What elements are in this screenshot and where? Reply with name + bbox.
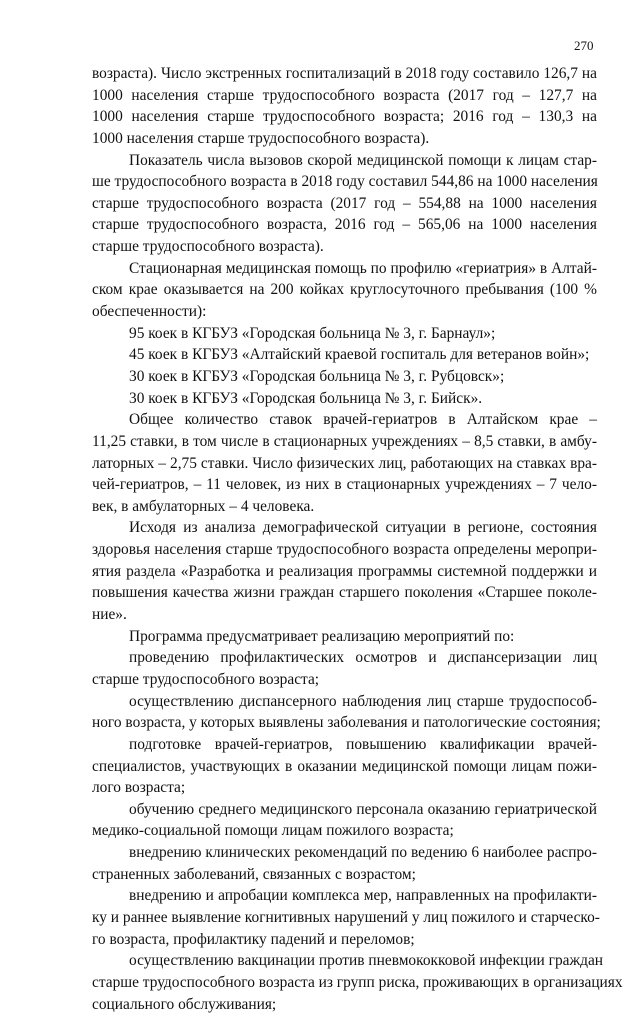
text-line: старше трудоспособного возраста). [92,238,324,256]
text-line: подготовке врачей-гериатров, повышению квалификации врачей- [129,735,597,753]
text-line: го возраста, профилактику падений и переломов; [92,930,415,948]
text-line: обеспеченности): [92,303,207,321]
text-line: осуществлению вакцинации против пневмококковой инфекции граждан [129,952,604,970]
text-line: социального обслуживания; [92,995,277,1013]
text-line: 1000 населения старше трудоспособного возраста (2017 год – 127,7 на [92,86,597,104]
text-line: Исходя из анализа демографической ситуации в регионе, состояния [129,519,597,537]
text-line: век, в амбулаторных – 4 человека. [92,497,315,515]
text-line: Показатель числа вызовов скорой медицинской помощи к лицам стар- [129,151,597,169]
text-line: внедрению и апробации комплекса мер, направленных на профилакти- [129,887,597,905]
text-line: ском крае оказывается на 200 койках круглосуточного пребывания (100 % [92,281,597,299]
page-number: 270 [574,38,594,53]
text-line: ного возраста, у которых выявлены заболевания и патологические состояния; [92,714,601,732]
text-line: старше трудоспособного возраста из групп риска, проживающих в организациях [92,973,623,991]
text-line: старше трудоспособного возраста; [92,670,320,688]
text-line: осуществлению диспансерного наблюдения лиц старше трудоспособ- [129,692,597,710]
text-line: 45 коек в КГБУЗ «Алтайский краевой госпиталь для ветеранов войн»; [129,346,590,364]
text-line: 30 коек в КГБУЗ «Городская больница № 3, г. Бийск». [129,389,483,407]
document-body [92,63,623,1015]
text-line: лого возраста; [92,779,186,797]
text-line: 1000 населения старше трудоспособного возраста). [92,129,430,147]
text-line: ятия раздела «Разработка и реализация программы системной поддержки и [92,562,597,580]
text-line: 11,25 ставки, в том числе в стационарных учреждениях – 8,5 ставки, в амбу- [92,432,597,450]
text-line: ку и раннее выявление когнитивных нарушений у лиц пожилого и старческо- [92,908,600,926]
text-line: повышения качества жизни граждан старшего поколения «Старшее поколе- [92,584,597,602]
text-line: Стационарная медицинская помощь по профилю «гериатрия» в Алтай- [129,259,597,277]
text-line: 95 коек в КГБУЗ «Городская больница № 3, г. Барнаул»; [129,324,496,342]
text-line: ше трудоспособного возраста в 2018 году составил 544,86 на 1000 населения [92,173,598,191]
text-line: латорных – 2,75 ставки. Число физических лиц, работающих на ставках вра- [92,454,597,472]
text-line: ние». [92,606,127,624]
text-line: старше трудоспособного возраста (2017 год – 554,88 на 1000 населения [92,194,597,212]
text-line: Общее количество ставок врачей-гериатров в Алтайском крае – [129,411,597,429]
text-line: старше трудоспособного возраста, 2016 год – 565,06 на 1000 населения [92,216,597,234]
text-line: медико-социальной помощи лицам пожилого возраста; [92,822,454,840]
text-line: здоровья населения старше трудоспособного возраста определены меропри- [92,541,597,559]
text-line: Программа предусматривает реализацию мероприятий по: [129,627,515,645]
text-line: страненных заболеваний, связанных с возрастом; [92,865,416,883]
text-line: возраста). Число экстренных госпитализаций в 2018 году составило 126,7 на [92,65,597,82]
text-line: внедрению клинических рекомендаций по ведению 6 наиболее распро- [129,844,597,862]
text-line: 1000 населения старше трудоспособного возраста; 2016 год – 130,3 на [92,108,597,126]
text-line: проведению профилактических осмотров и диспансеризации лиц [129,649,597,667]
text-line: 30 коек в КГБУЗ «Городская больница № 3, г. Рубцовск»; [129,367,505,385]
text-line: специалистов, участвующих в оказании медицинской помощи лицам пожи- [92,757,597,775]
text-line: чей-гериатров, – 11 человек, из них в стационарных учреждениях – 7 чело- [92,476,597,494]
text-line: обучению среднего медицинского персонала оказанию гериатрической [129,800,597,818]
